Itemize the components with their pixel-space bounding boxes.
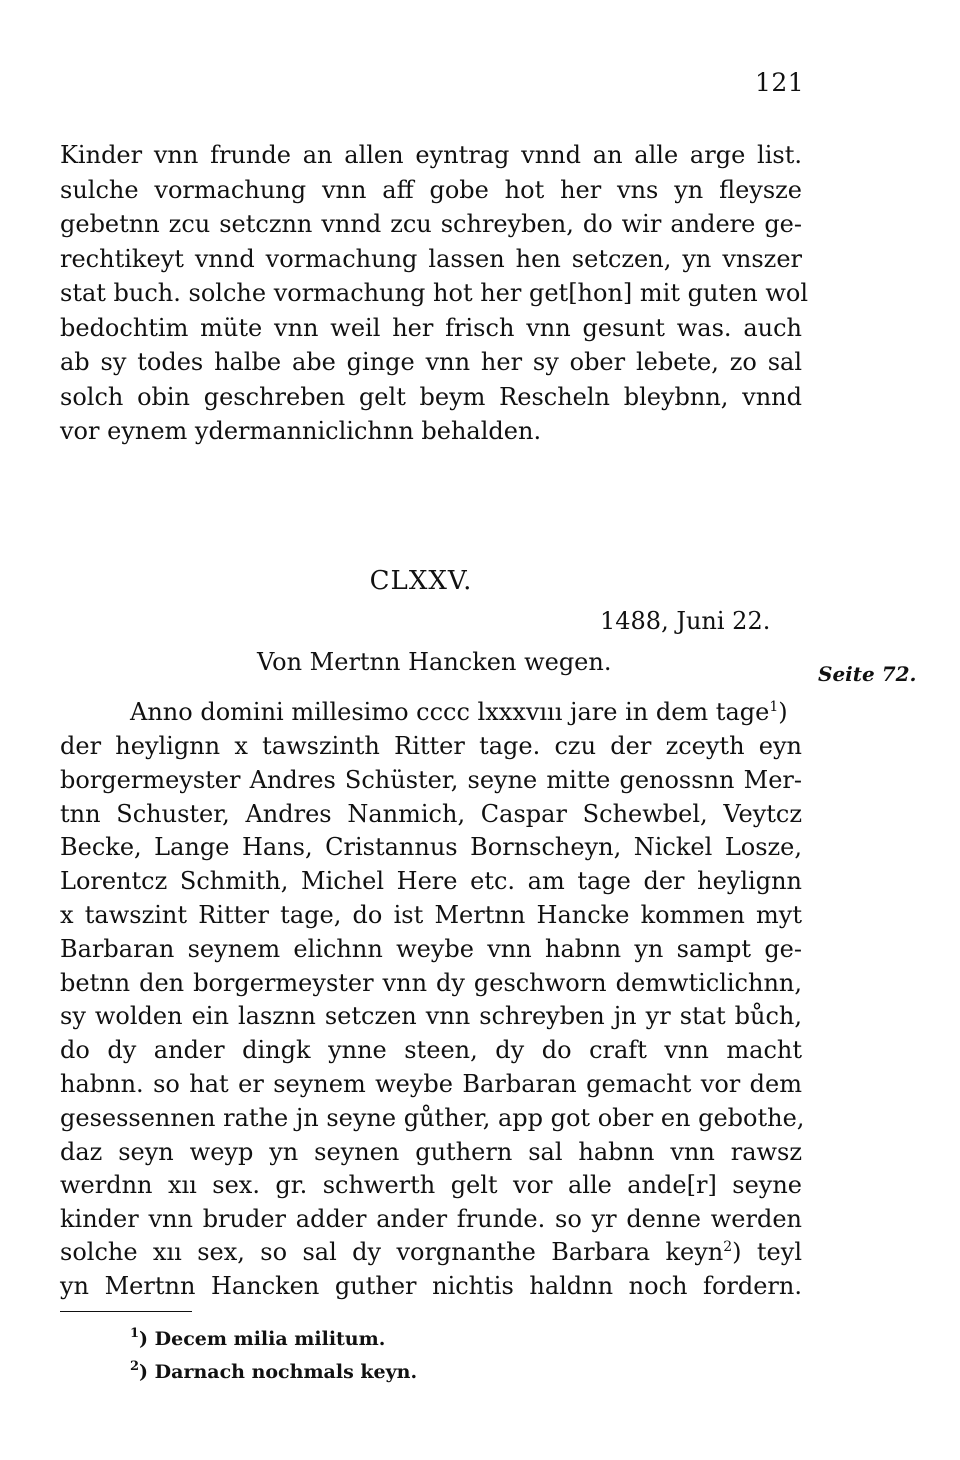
footnote-1 bbox=[130, 1328, 385, 1350]
paragraph-2-ref-line bbox=[60, 1237, 802, 1267]
page-number: 121 bbox=[755, 68, 805, 97]
text-line: sy wolden ein lasznn setczen vnn schreyben jn yr stat bůch, bbox=[60, 1002, 802, 1031]
text-line: betnn den borgermeyster vnn dy geschworn demwticlichnn, bbox=[60, 968, 802, 997]
footnote-text: ) Decem milia militum. bbox=[139, 1328, 386, 1350]
text-line: stat buch. solche vormachung hot her get[hon] mit guten wol bbox=[60, 279, 809, 307]
text-line: do dy ander dingk ynne steen, dy do craft vnn macht bbox=[60, 1036, 802, 1065]
text-line: borgermeyster Andres Schüster, seyne mitte genossnn Mer- bbox=[60, 765, 802, 794]
text-line: ab sy todes halbe abe ginge vnn her sy ober lebete, zo sal bbox=[60, 348, 802, 376]
text-line: Barbaran seynem elichnn weybe vnn habnn yn sampt ge- bbox=[60, 934, 802, 963]
text-line: der heylignn x tawszinth Ritter tage. czu der zceyth eyn bbox=[60, 732, 802, 760]
text-line: rechtikeyt vnnd vormachung lassen hen setczen, yn vnszer bbox=[60, 244, 802, 273]
section-title: Von Mertnn Hancken wegen. bbox=[257, 648, 612, 676]
footnote-ref-2: 2 bbox=[723, 1239, 733, 1255]
text-line: daz seyn weyp yn seynen guthern sal habnn vnn rawsz bbox=[60, 1137, 802, 1166]
footnote-ref-1: 1 bbox=[769, 699, 779, 715]
text-line: vor eynem ydermanniclichnn behalden. bbox=[60, 417, 542, 445]
text-line: Becke, Lange Hans, Cristannus Bornscheyn, Nickel Losze, bbox=[60, 833, 802, 862]
paragraph-2-last-line: yn Mertnn Hancken guther nichtis haldnn noch fordern. bbox=[60, 1272, 802, 1300]
paragraph-2-first-line bbox=[130, 697, 802, 727]
footnote-marker: 1 bbox=[130, 1326, 140, 1341]
text-line: gesessennen rathe jn seyne gůther, app got ober en gebothe, bbox=[60, 1103, 805, 1132]
text-line: habnn. so hat er seynem weybe Barbaran gemacht vor dem bbox=[60, 1070, 802, 1098]
text-line: Lorentcz Schmith, Michel Here etc. am tage der heylignn bbox=[60, 867, 802, 896]
text-line: Kinder vnn frunde an allen eyntrag vnnd an alle arge list. bbox=[60, 141, 802, 169]
footnote-text: ) Darnach nochmals keyn. bbox=[139, 1361, 418, 1383]
section-number: CLXXV. bbox=[369, 566, 473, 596]
footnote-rule bbox=[60, 1311, 192, 1312]
text-run: ) teyl bbox=[732, 1238, 802, 1266]
text-line: werdnn xıı sex. gr. schwerth gelt vor alle ande[r] seyne bbox=[60, 1171, 802, 1200]
text-line: kinder vnn bruder adder ander frunde. so yr denne werden bbox=[60, 1205, 802, 1234]
text-line: gebetnn zcu setcznn vnnd zcu schreyben, do wir andere ge- bbox=[60, 210, 802, 238]
text-run: Anno domini millesimo cccc lxxxvııı jare in dem tage bbox=[130, 698, 770, 726]
text-line: sulche vormachung vnn aff gobe hot her vns yn fleysze bbox=[60, 175, 802, 204]
footnote-marker: 2 bbox=[130, 1359, 140, 1374]
section-date: 1488, Juni 22. bbox=[600, 607, 771, 635]
text-line: bedochtim müte vnn weil her frisch vnn gesunt was. auch bbox=[60, 313, 802, 342]
text-line: x tawszint Ritter tage, do ist Mertnn Hancke kommen myt bbox=[60, 901, 802, 929]
text-line: tnn Schuster, Andres Nanmich, Caspar Schewbel, Veytcz bbox=[60, 799, 802, 828]
footnote-2 bbox=[130, 1361, 417, 1383]
margin-page-note: Seite 72. bbox=[818, 662, 917, 686]
text-run: solche xıı sex, so sal dy vorgnanthe Barbara keyn bbox=[60, 1238, 724, 1266]
text-run: ) bbox=[778, 698, 788, 726]
text-line: solch obin geschreben gelt beym Rescheln bleybnn, vnnd bbox=[60, 382, 802, 411]
